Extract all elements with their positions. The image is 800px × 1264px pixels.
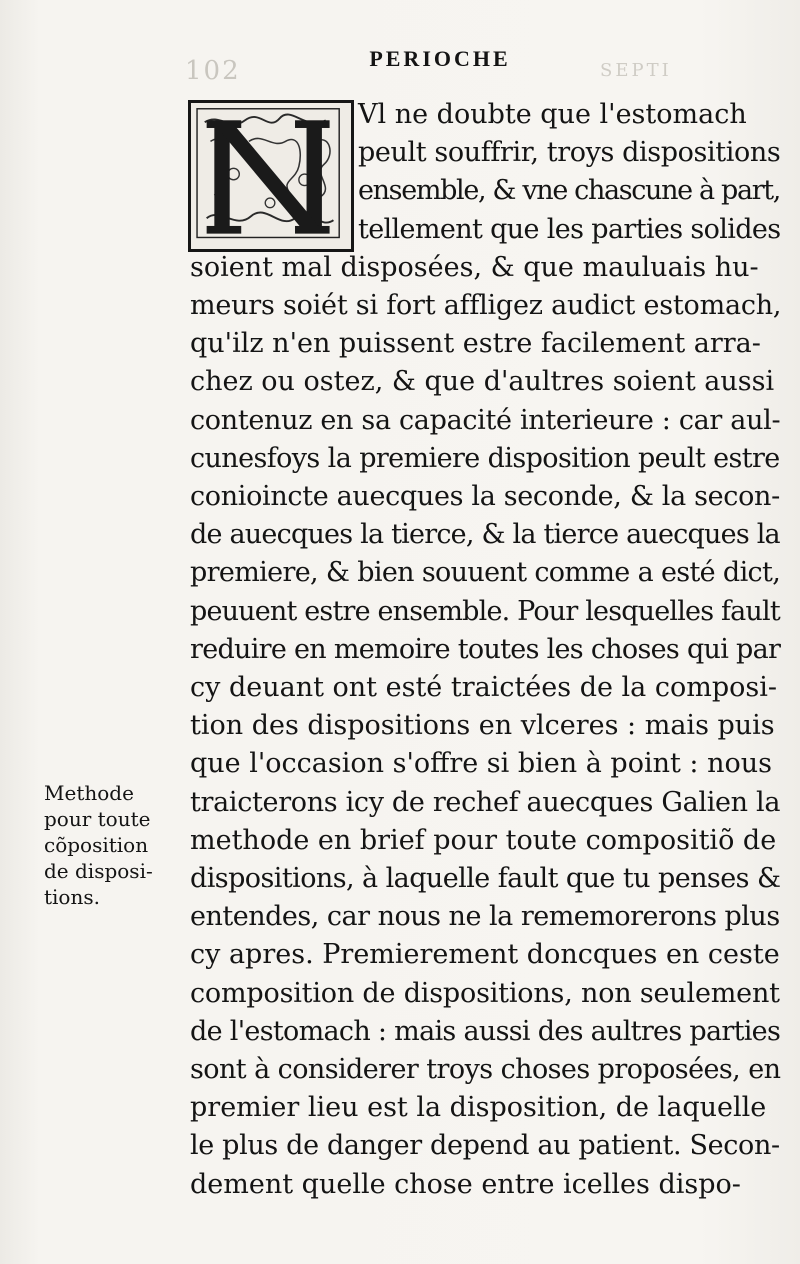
text-line: le plus de danger depend au patient. Secon- bbox=[190, 1130, 780, 1162]
text-line: de l'estomach : mais aussi des aultres parties bbox=[190, 1015, 781, 1047]
text-line: ensemble, & vne chascune à part, bbox=[358, 175, 781, 207]
text-line: Vl ne doubte que l'estomach bbox=[358, 99, 747, 130]
marginal-note-line: cõposition bbox=[44, 833, 149, 857]
text-line: conioincte auecques la seconde, & la secon- bbox=[190, 481, 780, 512]
marginal-note-line: de disposi- bbox=[44, 859, 153, 883]
show-through-page-number: 102 bbox=[185, 56, 241, 86]
text-line: tellement que les parties solides bbox=[358, 213, 781, 245]
marginal-note-line: Methode bbox=[44, 781, 134, 805]
marginal-note-line: tions. bbox=[44, 885, 100, 909]
text-line: dement quelle chose entre icelles dispo- bbox=[190, 1168, 741, 1200]
text-line: que l'occasion s'offre si bien à point : nous bbox=[190, 748, 772, 780]
text-line: peult souffrir, troys dispositions bbox=[358, 137, 781, 169]
text-line: cy deuant ont esté traictées de la composi- bbox=[190, 672, 777, 703]
text-line: contenuz en sa capacité interieure : car aul- bbox=[190, 404, 781, 436]
text-line: tion des dispositions en vlceres : mais puis bbox=[190, 710, 775, 742]
text-line: de auecques la tierce, & la tierce auecques la bbox=[190, 519, 780, 551]
decorated-initial bbox=[188, 100, 354, 252]
text-line: cunesfoys la premiere disposition peult estre bbox=[190, 442, 780, 474]
show-through-header: SEPTI bbox=[600, 60, 672, 81]
text-line: qu'ilz n'en puissent estre facilement arra- bbox=[190, 328, 761, 360]
marginal-note-line: pour toute bbox=[44, 807, 151, 831]
running-head: PERIOCHE bbox=[369, 46, 511, 71]
decorated-initial-n-icon bbox=[191, 103, 351, 249]
text-line: methode en brief pour toute compositiõ de bbox=[190, 824, 777, 856]
text-line: premier lieu est la disposition, de laquelle bbox=[190, 1092, 767, 1124]
marginal-note bbox=[44, 780, 184, 910]
text-line: sont à considerer troys choses proposées, en bbox=[190, 1054, 781, 1085]
text-line: peuuent estre ensemble. Pour lesquelles fault bbox=[190, 595, 780, 627]
text-line: composition de dispositions, non seulement bbox=[190, 977, 780, 1009]
text-line: traicterons icy de rechef auecques Galien la bbox=[190, 786, 781, 818]
text-line: dispositions, à laquelle fault que tu penses & bbox=[190, 863, 781, 894]
text-line: reduire en memoire toutes les choses qui par bbox=[190, 633, 781, 665]
text-line: soient mal disposées, & que mauluais hu- bbox=[190, 251, 759, 283]
text-line: cy apres. Premierement doncques en ceste bbox=[190, 939, 780, 971]
text-line: meurs soiét si fort affligez audict estomach, bbox=[190, 290, 782, 321]
text-line: chez ou ostez, & que d'aultres soient aussi bbox=[190, 366, 775, 398]
text-line: premiere, & bien souuent comme a esté dict, bbox=[190, 557, 781, 589]
text-line: entendes, car nous ne la rememorerons plus bbox=[190, 901, 780, 933]
